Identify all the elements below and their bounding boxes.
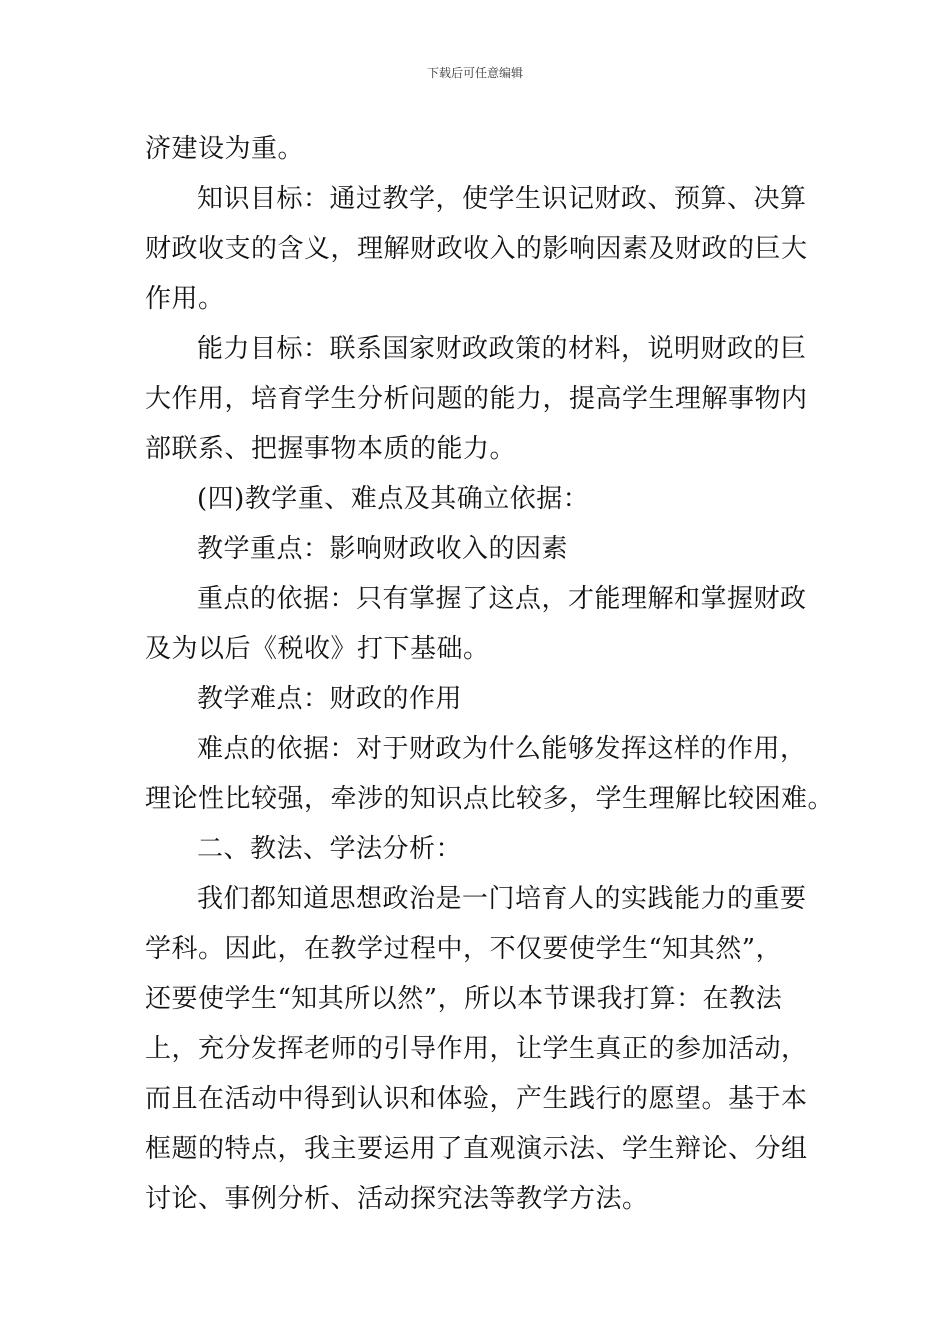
text-line: 而且在活动中得到认识和体验，产生践行的愿望。基于本 — [145, 1084, 808, 1114]
text-line: 作用。 — [145, 284, 225, 314]
document-body — [145, 124, 835, 1224]
text-line: 及为以后《税收》打下基础。 — [145, 634, 490, 664]
text-line: 教学难点：财政的作用 — [197, 684, 463, 714]
page-header: 下载后可任意编辑 — [426, 66, 523, 80]
text-line: 大作用，培育学生分析问题的能力，提高学生理解事物内 — [145, 384, 808, 414]
text-line: 知识目标：通过教学，使学生识记财政、预算、决算 — [197, 184, 807, 214]
text-line: 能力目标：联系国家财政政策的材料，说明财政的巨 — [197, 334, 807, 364]
text-line: 部联系、把握事物本质的能力。 — [145, 434, 517, 464]
text-line: 框题的特点，我主要运用了直观演示法、学生辩论、分组 — [145, 1134, 808, 1164]
text-line: 还要使学生“知其所以然”，所以本节课我打算：在教法 — [145, 984, 783, 1014]
text-line: 难点的依据：对于财政为什么能够发挥这样的作用， — [197, 734, 807, 764]
text-line: 上，充分发挥老师的引导作用，让学生真正的参加活动， — [145, 1034, 808, 1064]
text-line: 讨论、事例分析、活动探究法等教学方法。 — [145, 1184, 649, 1214]
section-heading: 二、教法、学法分析： — [197, 834, 463, 864]
text-line: 财政收支的含义，理解财政收入的影响因素及财政的巨大 — [145, 234, 808, 264]
text-line: 教学重点：影响财政收入的因素 — [197, 534, 569, 564]
text-line: 学科。因此，在教学过程中，不仅要使学生“知其然”， — [145, 934, 783, 964]
text-line: 重点的依据：只有掌握了这点，才能理解和掌握财政 — [197, 584, 807, 614]
text-line: 理论性比较强，牵涉的知识点比较多，学生理解比较困难。 — [145, 784, 835, 814]
section-heading: (四)教学重、难点及其确立依据： — [197, 484, 590, 514]
text-line: 我们都知道思想政治是一门培育人的实践能力的重要 — [197, 884, 807, 914]
text-line: 济建设为重。 — [145, 134, 305, 164]
